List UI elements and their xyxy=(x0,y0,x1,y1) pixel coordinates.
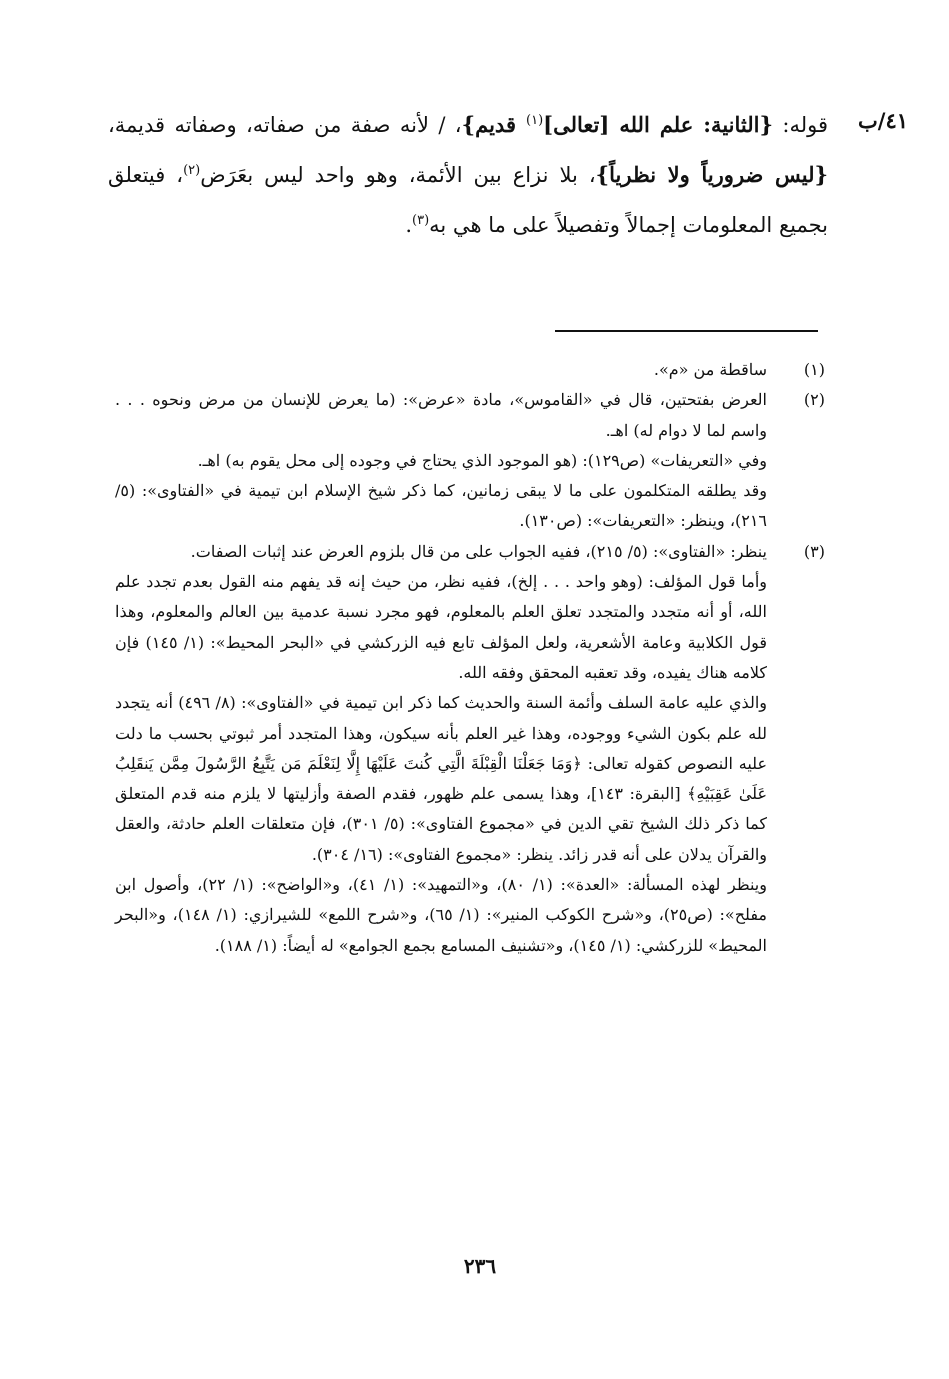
matn-quote-1-end: قديم} xyxy=(461,112,527,137)
footnote-paragraph: وفي «التعريفات» (ص١٢٩): (هو الموجود الذي يحتاج في وجوده إلى محل يقوم به) اهـ. xyxy=(197,450,767,470)
footnote-ref-3[interactable]: (٣) xyxy=(412,213,430,228)
footnote-number: (٢) xyxy=(803,390,825,410)
footnote-body xyxy=(115,385,767,536)
footnote-paragraph: ساقطة من «م». xyxy=(653,360,767,379)
footnote-paragraph: وقد يطلقه المتكلمون على ما لا يبقى زمانين، كما ذكر شيخ الإسلام ابن تيمية في «الفتاوى»: (٥/ ٢١٦)، وينظر: «التعريفات»: (ص١٣٠). xyxy=(115,481,767,531)
footnote-3 xyxy=(115,537,825,961)
footnote-ref-2[interactable]: (٢) xyxy=(183,163,201,178)
page-number: ٢٣٦ xyxy=(463,1254,497,1278)
manuscript-folio-ref: ٤١/ب xyxy=(857,108,908,133)
commentary-3: ، فيتعلق بجميع المعلومات إجمالاً وتفصيلاً على ما هي به xyxy=(108,163,828,237)
footnote-body xyxy=(115,537,767,961)
matn-quote-1: {الثانية: علم الله [تعالى] xyxy=(543,112,773,137)
commentary-end: . xyxy=(405,213,413,237)
footnote-1 xyxy=(115,355,825,385)
footnote-paragraph: والذي عليه عامة السلف وأئمة السنة والحديث كما ذكر ابن تيمية في «الفتاوى»: (٨/ ٤٩٦) أنه يتجدد لله علم بكون الشيء ووجوده، وهذا غير العلم بأنه سيكون، وهذا المتجدد أمر ثبوتي بحسب ما دلت عليه النصوص كقوله تعالى: ﴿وَمَا جَعَلْنَا الْقِبْلَةَ الَّتِي كُنتَ عَلَيْهَا إِلَّا لِنَعْلَمَ مَن يَتَّبِعُ الرَّسُولَ مِمَّن يَنقَلِبُ عَلَىٰ عَقِبَيْهِ﴾ [البقرة: ١٤٣]، وهذا يسمى علم ظهور، فقدم الصفة وأزليتها لا يلزم منه قدم المتعلق كما ذكر ذلك الشيخ تقي الدين في «مجموع الفتاوى»: (٥/ ٣٠١)، فإن متعلقات العلم حادثة، والعقل والقرآن يدلان على أنه قدر زائد. ينظر: «مجموع الفتاوى»: (١٦/ ٣٠٤). xyxy=(115,693,768,864)
footnote-paragraph: وينظر لهذه المسألة: «العدة»: (١/ ٨٠)، و«التمهيد»: (١/ ٤١)، و«الواضح»: (١/ ٢٢)، وأصول ابن مفلح»: (ص٢٥)، و«شرح الكوكب المنير»: (١/ ٦٥)، و«شرح اللمع» للشيرازي: (١/ ١٤٨)، و«البحر المحيط» للزركشي: (١/ ١٤٥)، و«تشنيف المسامع بجمع الجوامع» له أيضاً: (١/ ١٨٨). xyxy=(115,875,768,955)
footnote-number: (٣) xyxy=(803,541,825,561)
footnote-2 xyxy=(115,385,825,536)
footnote-body xyxy=(115,355,767,385)
matn-quote-2: {ليس ضرورياً ولا نظرياً} xyxy=(595,162,829,187)
commentary-2: ، بلا نزاع بين الأئمة، وهو واحد ليس بعَرَض xyxy=(200,163,596,187)
footnote-paragraph: العرض بفتحتين، قال في «القاموس»، مادة «عرض»: (ما يعرض للإنسان من مرض ونحوه . . . واسم لما لا دوام له) اهـ. xyxy=(115,390,767,440)
footnote-paragraph: وأما قول المؤلف: (وهو واحد . . . إلخ)، ففيه نظر، من حيث إنه قد يفهم منه القول بعدم تجدد علم الله، أو أنه متجدد والمتجدد تعلق العلم بالمعلوم، فهو مجرد نسبة عدمية بين العالم والمعلوم، وهذا قول الكلابية وعامة الأشعرية، ولعل المؤلف تابع فيه الزركشي في «البحر المحيط»: (١/ ١٤٥) فإن كلامه هناك يفيده، وقد تعقبه المحقق وفقه الله. xyxy=(115,572,768,682)
main-paragraph xyxy=(108,100,828,250)
commentary-1: ، / لأنه صفة من صفاته، وصفاته قديمة، xyxy=(108,113,462,137)
footnote-number: (١) xyxy=(803,360,825,379)
footnote-ref-1[interactable]: (١) xyxy=(526,113,544,128)
footnote-separator xyxy=(555,330,818,332)
main-text xyxy=(108,100,828,250)
footnotes xyxy=(115,355,825,961)
footnote-paragraph: ينظر: «الفتاوى»: (٥/ ٢١٥)، ففيه الجواب على من قال بلزوم العرض عند إثبات الصفات. xyxy=(190,541,767,561)
main-intro: قوله: xyxy=(772,113,829,137)
